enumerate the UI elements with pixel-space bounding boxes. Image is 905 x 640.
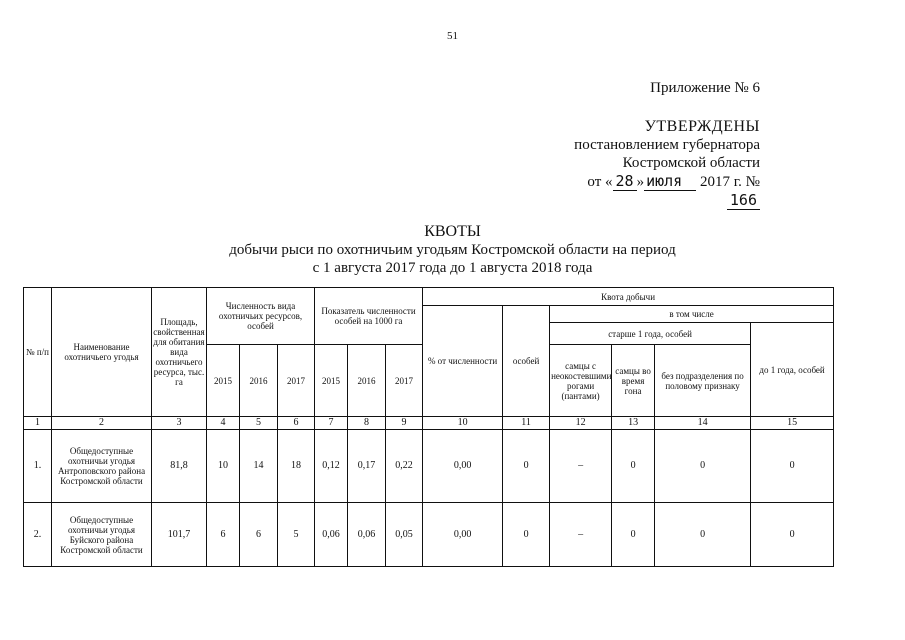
row-pop-2017: 5 [278,503,315,567]
row-young: 0 [751,503,834,567]
row-antlers: – [550,503,612,567]
header-individuals: особей [503,306,550,417]
header-older: старше 1 года, особей [550,322,751,345]
row-no: 1. [24,429,52,503]
quota-table [23,287,834,567]
row-rut: 0 [612,429,655,503]
col-num: 10 [423,417,503,429]
col-num: 2 [52,417,152,429]
row-individuals: 0 [503,429,550,503]
header-males-antlers: самцы с неокостевшими рогами (пантами) [550,345,612,417]
header-no-sex: без подразделения по половому признаку [655,345,751,417]
title-line-1: добычи рыси по охотничьим угодьям Костромской области на период [229,242,676,258]
row-name: Общедоступные охотничьи угодья Буйского района Костромской области [52,503,152,567]
column-number-row [24,417,834,429]
header-under-one: до 1 года, особей [751,322,834,416]
table-row [24,503,834,567]
row-den-2015: 0,06 [315,503,348,567]
col-num: 1 [24,417,52,429]
col-num: 7 [315,417,348,429]
approval-line-1: постановлением губернатора [574,137,760,153]
header-males-rut: самцы во время гона [612,345,655,417]
row-pop-2017: 18 [278,429,315,503]
row-nosex: 0 [655,503,751,567]
header-den-2015: 2015 [315,345,348,417]
header-pop-2017: 2017 [278,345,315,417]
row-pop-2016: 14 [240,429,278,503]
title-line-2: с 1 августа 2017 года до 1 августа 2018 года [312,260,593,276]
header-density: Показатель численности особей на 1000 га [315,288,423,345]
row-area: 81,8 [152,429,207,503]
col-num: 14 [655,417,751,429]
col-num: 11 [503,417,550,429]
col-num: 12 [550,417,612,429]
col-num: 4 [207,417,240,429]
row-antlers: – [550,429,612,503]
header-den-2016: 2016 [348,345,386,417]
approval-number: 166 [727,191,760,210]
row-area: 101,7 [152,503,207,567]
row-name: Общедоступные охотничьи угодья Антроповского района Костромской области [52,429,152,503]
row-pop-2015: 10 [207,429,240,503]
row-nosex: 0 [655,429,751,503]
row-percent: 0,00 [423,429,503,503]
annex-label: Приложение № 6 [650,80,760,96]
col-num: 13 [612,417,655,429]
header-no: № п/п [24,288,52,417]
header-name: Наименование охотничьего угодья [52,288,152,417]
row-pop-2015: 6 [207,503,240,567]
approval-day: 28 [613,172,637,191]
header-pop-2015: 2015 [207,345,240,417]
row-pop-2016: 6 [240,503,278,567]
row-percent: 0,00 [423,503,503,567]
row-individuals: 0 [503,503,550,567]
page-number: 51 [447,30,458,42]
row-den-2017: 0,05 [386,503,423,567]
col-num: 15 [751,417,834,429]
header-pop-2016: 2016 [240,345,278,417]
row-rut: 0 [612,503,655,567]
header-quota: Квота добычи [423,288,834,306]
date-prefix: от « [587,174,613,190]
approval-date-line [560,172,760,210]
col-num: 5 [240,417,278,429]
row-no: 2. [24,503,52,567]
header-den-2017: 2017 [386,345,423,417]
month-separator: » [636,174,645,190]
header-population: Численность вида охотничьих ресурсов, особей [207,288,315,345]
approval-title: УТВЕРЖДЕНЫ [644,118,760,135]
approval-year: 2017 г. № [699,174,760,190]
row-young: 0 [751,429,834,503]
col-num: 9 [386,417,423,429]
row-den-2016: 0,17 [348,429,386,503]
row-den-2015: 0,12 [315,429,348,503]
title-main: КВОТЫ [424,223,481,240]
col-num: 6 [278,417,315,429]
header-including: в том числе [550,306,834,322]
document-title [0,223,905,277]
header-area: Площадь, свойственная для обитания вида охотничьего ресурса, тыс. га [152,288,207,417]
approval-block [560,118,760,210]
approval-line-2: Костромской области [622,155,760,171]
approval-month: июля [644,172,696,191]
row-den-2016: 0,06 [348,503,386,567]
col-num: 8 [348,417,386,429]
header-percent: % от численности [423,306,503,417]
row-den-2017: 0,22 [386,429,423,503]
table-row [24,429,834,503]
col-num: 3 [152,417,207,429]
